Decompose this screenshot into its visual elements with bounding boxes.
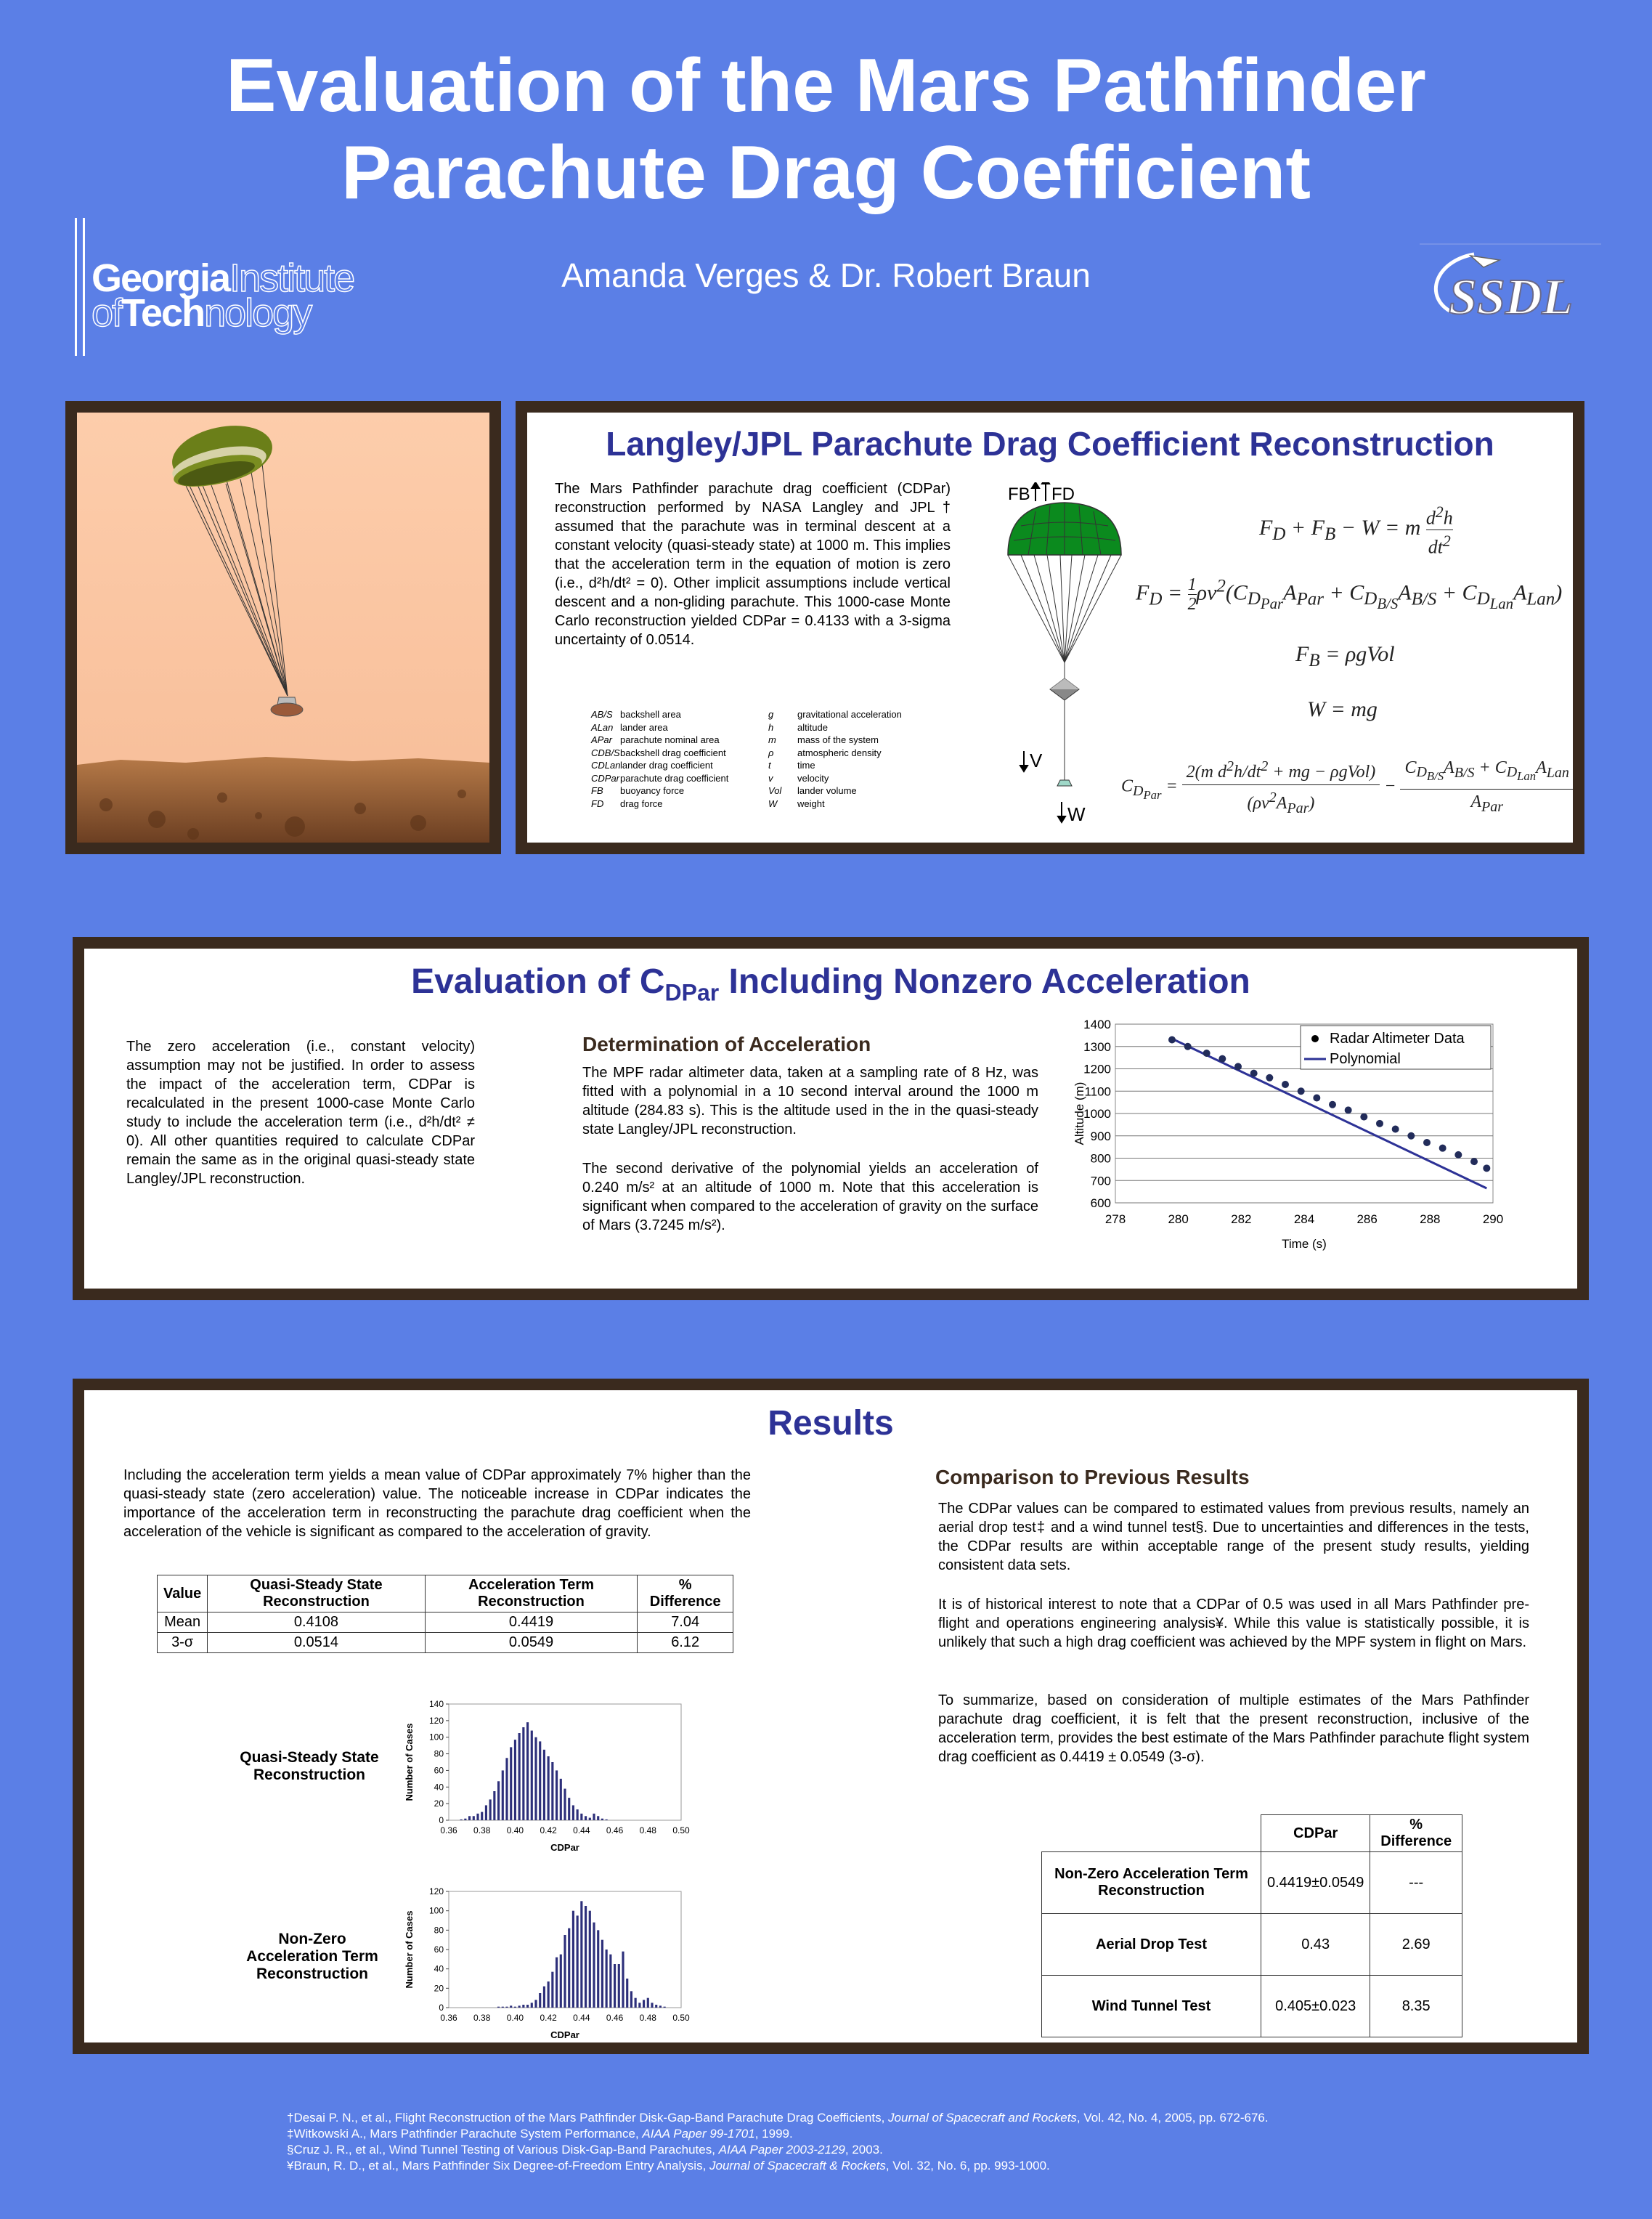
compare-subhead: Comparison to Previous Results xyxy=(935,1466,1250,1488)
hist-x-axis-label: CDPar xyxy=(550,1842,579,1853)
compare-paragraph-3: To summarize, based on consideration of multiple estimates of the Mars Pathfinder parachute drag coefficient, it is felt that the present reconstruction, inclusive of the acceleration term, provides the best estimate of the Mars Pathfinder parachute flight system drag coefficient as 0.4419 ± 0.0549 (3-σ). xyxy=(938,1692,1529,1765)
radar-point xyxy=(1470,1158,1478,1165)
table-cell: Non-Zero Acceleration Term Reconstruction xyxy=(1042,1852,1261,1914)
x-axis-label: Time (s) xyxy=(1282,1237,1327,1251)
hist-x-tick-label: 0.42 xyxy=(540,1825,557,1835)
abbrev-left-desc: backshell drag coefficient xyxy=(620,747,726,758)
hist-bar xyxy=(593,1923,595,2008)
compare-paragraph-1: The CDPar values can be compared to estimated values from previous results, namely an aerial drop test‡ and a wind tunnel test§. Due to uncertainties and differences in the tests, the CDPar results are within acceptable range of the present study results, yielding consistent data sets. xyxy=(938,1501,1529,1573)
references xyxy=(287,2110,1269,2174)
hist-bar xyxy=(572,1805,574,1820)
georgia-tech-logo xyxy=(71,218,362,356)
hist-bar xyxy=(580,1814,582,1820)
hist-bar xyxy=(635,1998,637,2008)
authors: Amanda Verges & Dr. Robert Braun xyxy=(561,256,1091,294)
radar-point xyxy=(1218,1055,1226,1063)
abbrev-left-symbol: ALan xyxy=(591,721,614,733)
hist-bar xyxy=(651,2003,653,2008)
radar-point xyxy=(1184,1043,1192,1050)
abbrev-left-item xyxy=(591,734,728,747)
table-row xyxy=(1042,1976,1462,2037)
hist-bar xyxy=(497,2007,500,2008)
table-header-row xyxy=(158,1575,733,1612)
radar-point xyxy=(1360,1113,1367,1121)
x-tick-label: 278 xyxy=(1104,1212,1126,1226)
table-cell: 0.4108 xyxy=(208,1612,425,1633)
abbrev-left-symbol: FB xyxy=(591,785,603,796)
abbrev-right-desc: gravitational acceleration xyxy=(797,709,902,720)
hist-x-axis-label: CDPar xyxy=(550,2029,579,2040)
table-cell: 0.4419±0.0549 xyxy=(1261,1852,1370,1914)
y-tick-label: 700 xyxy=(1090,1174,1111,1188)
hist-bar xyxy=(580,1901,582,2008)
abbrev-left-symbol: CDLan xyxy=(591,760,621,771)
hist-x-tick-label: 0.38 xyxy=(473,1825,491,1835)
accel-mid-text-1: The MPF radar altimeter data, taken at a sampling rate of 8 Hz, was fitted with a polynomial in a 10 second interval around the 1000 m altitude (284.83 s). This is the altitude used in the in the quasi-steady state Langley/JPL reconstruction. xyxy=(582,1065,1038,1137)
abbrev-right-item xyxy=(768,721,902,734)
abbrev-right-symbol: v xyxy=(768,772,773,784)
hist1-label: Quasi-Steady State Reconstruction xyxy=(240,1749,379,1783)
hist-y-tick-label: 40 xyxy=(434,1782,444,1793)
hist-x-tick-label: 0.50 xyxy=(672,1825,690,1835)
abbrev-right-symbol: h xyxy=(768,721,774,733)
table-header-cell: Quasi-Steady State Reconstruction xyxy=(208,1575,425,1612)
abbrev-col-right xyxy=(768,708,902,810)
hist-bar xyxy=(548,1981,550,2008)
hist-bar xyxy=(539,1741,541,1820)
hist-bar xyxy=(522,1727,524,1820)
langley-paragraph: The Mars Pathfinder parachute drag coefficient (CDPar) reconstruction performed by NASA Langley and JPL† assumed that the parachute was in terminal descent at a constant velocity (quasi-steady state) at 1000 m. This implies that the acceleration term in the equation of motion is zero (i.e., d²h/dt² = 0). Other implicit assumptions include vertical descent and a non-gliding parachute. This 1000-case Monte Carlo reconstruction yielded CDPar = 0.4133 with a 3-sigma uncertainty of 0.0514. xyxy=(555,481,951,648)
abbrev-right-item xyxy=(768,798,902,811)
radar-point xyxy=(1250,1070,1258,1077)
abbrev-right-symbol: m xyxy=(768,734,776,745)
hist-bar xyxy=(502,1770,504,1820)
fb-label: FB xyxy=(1008,484,1030,504)
poster-title xyxy=(0,42,1652,216)
hist-bar xyxy=(551,1762,553,1820)
hist-bar xyxy=(597,1930,599,2008)
hist-bar xyxy=(514,1740,516,1820)
abbrev-left-item xyxy=(591,708,728,721)
radar-point xyxy=(1407,1132,1415,1140)
histogram-nonzero xyxy=(396,1883,760,2042)
title-line-1: Evaluation of the Mars Pathfinder xyxy=(226,44,1426,128)
accel-subhead: Determination of Acceleration xyxy=(582,1033,871,1055)
hist-bar xyxy=(481,1812,483,1820)
hist-x-tick-label: 0.36 xyxy=(440,1825,457,1835)
hist-bar xyxy=(606,1950,608,2008)
abbrev-right-symbol: Vol xyxy=(768,785,782,796)
radar-point xyxy=(1266,1074,1273,1082)
radar-point xyxy=(1298,1087,1305,1095)
abbrev-left-symbol: CDPar xyxy=(591,772,620,784)
table-row xyxy=(1042,1852,1462,1914)
hist-bar xyxy=(638,2003,640,2008)
hist-y-axis-label: Number of Cases xyxy=(404,1723,415,1801)
abbrev-left-desc: parachute nominal area xyxy=(620,734,720,745)
abbrev-right-desc: altitude xyxy=(797,721,828,733)
x-tick-label: 282 xyxy=(1231,1212,1252,1226)
x-tick-label: 288 xyxy=(1420,1212,1441,1226)
radar-point xyxy=(1454,1151,1462,1159)
legend-marker-radar xyxy=(1311,1035,1319,1042)
hist2-label: Non-Zero Acceleration Term Reconstruction xyxy=(246,1931,378,1982)
table-header-cell: Acceleration Term Reconstruction xyxy=(425,1575,638,1612)
abbrev-right-desc: weight xyxy=(797,798,825,809)
hist-bar xyxy=(589,1911,591,2008)
abbrev-right-desc: mass of the system xyxy=(797,734,879,745)
hist-bar xyxy=(522,2005,524,2008)
accel-title-main: Evaluation of C xyxy=(411,962,665,1001)
abbrev-right-item xyxy=(768,772,902,785)
results-table xyxy=(157,1575,733,1653)
table-cell: 8.35 xyxy=(1370,1976,1462,2037)
table-cell: 3-σ xyxy=(158,1633,208,1653)
hist-bar xyxy=(577,1809,579,1820)
hist-x-tick-label: 0.44 xyxy=(573,1825,590,1835)
radar-point xyxy=(1423,1139,1431,1146)
hist-bar xyxy=(626,1979,628,2008)
table-cell: 0.405±0.023 xyxy=(1261,1976,1370,2037)
hist-bar xyxy=(485,1805,487,1820)
logo-of: of xyxy=(91,291,122,335)
v-label: V xyxy=(1030,750,1043,771)
hist-bar xyxy=(568,1798,570,1820)
hist-bar xyxy=(601,1940,603,2008)
abbrev-right-desc: atmospheric density xyxy=(797,747,882,758)
hist-x-tick-label: 0.38 xyxy=(473,2013,491,2023)
table-cell: Wind Tunnel Test xyxy=(1042,1976,1261,2037)
hist-y-tick-label: 120 xyxy=(428,1886,444,1897)
hist-bar xyxy=(568,1928,570,2008)
accel-left-text: The zero acceleration (i.e., constant velocity) assumption may not be justified. In order to assess the impact of the acceleration term, CDPar is recalculated in the present 1000-case Monte Carlo study to include the acceleration term (i.e., d²h/dt² ≠ 0). All other quantities required to calculate CDPar remain the same as in the original quasi-steady state Langley/JPL reconstruction. xyxy=(126,1039,475,1187)
hist-bar xyxy=(556,1770,558,1820)
hist-bar xyxy=(577,1915,579,2008)
hist-x-tick-label: 0.44 xyxy=(573,2013,590,2023)
hist-bar xyxy=(514,2007,516,2008)
mars-image-panel xyxy=(65,401,501,854)
logo-georgia: Georgia xyxy=(91,256,230,300)
abbrev-right-symbol: t xyxy=(768,760,771,771)
hist-bar xyxy=(534,2000,537,2008)
radar-point xyxy=(1392,1126,1399,1133)
hist-y-tick-label: 80 xyxy=(434,1748,444,1759)
abbrev-left-item xyxy=(591,798,728,811)
force-diagram xyxy=(999,482,1130,824)
y-tick-label: 800 xyxy=(1090,1151,1111,1166)
hist-bar xyxy=(597,1816,599,1820)
accel-title-sub: DPar xyxy=(664,979,720,1006)
hist-y-tick-label: 60 xyxy=(434,1765,444,1776)
hist-bar xyxy=(476,1814,479,1820)
abbrev-right-desc: velocity xyxy=(797,772,829,784)
hist-bar xyxy=(589,1818,591,1820)
table-row xyxy=(158,1633,733,1653)
hist-bar xyxy=(647,1998,649,2008)
hist-bar xyxy=(518,2005,521,2008)
acceleration-panel-body xyxy=(84,949,1577,1289)
abbrev-left-item xyxy=(591,772,728,785)
table-header-cell: CDPar xyxy=(1261,1815,1370,1852)
radar-point xyxy=(1234,1063,1242,1070)
table-cell: 0.43 xyxy=(1261,1914,1370,1976)
hist-x-tick-label: 0.40 xyxy=(506,2013,524,2023)
hist-x-tick-label: 0.48 xyxy=(639,2013,656,2023)
logo-institute: Institute xyxy=(229,256,354,300)
hist-bar xyxy=(560,1955,562,2008)
acceleration-panel xyxy=(73,937,1589,1300)
reference-item: ¥Braun, R. D., et al., Mars Pathfinder Six Degree-of-Freedom Entry Analysis, Journal of Spacecraft & Rockets, Vol. 32, No. 6, pp. 993-1000. xyxy=(287,2159,1050,2173)
hist-bar xyxy=(622,1952,624,2008)
ssdl-logo xyxy=(1420,240,1601,334)
hist-bar xyxy=(585,1906,587,2008)
hist-bar xyxy=(534,1737,537,1820)
table-row xyxy=(1042,1914,1462,1976)
abbrev-right-desc: time xyxy=(797,760,815,771)
hist-bar xyxy=(510,1747,512,1820)
abbrev-left-symbol: FD xyxy=(591,798,604,809)
x-tick-label: 290 xyxy=(1482,1212,1504,1226)
equation-1: $F_D + F_B - W = m$ $\frac{d^2h}{dt^2}$ xyxy=(1259,501,1453,558)
y-axis-label: Altitude (m) xyxy=(1073,1082,1086,1145)
table-header-cell: Value xyxy=(158,1575,208,1612)
results-panel xyxy=(73,1379,1589,2054)
hist-bar xyxy=(489,1799,492,1820)
hist-y-tick-label: 20 xyxy=(434,1798,444,1809)
radar-point xyxy=(1329,1101,1336,1108)
accel-mid-text-2: The second derivative of the polynomial yields an acceleration of 0.240 m/s² at an altitude of 1000 m. Note that this acceleration is significant when compared to the acceleration of gravity on the surface of Mars (3.7245 m/s²). xyxy=(582,1161,1038,1233)
abbrev-left-desc: buoyancy force xyxy=(620,785,685,796)
abbrev-right-symbol: ρ xyxy=(768,747,774,758)
hist-bar xyxy=(539,1993,541,2008)
x-tick-label: 284 xyxy=(1293,1212,1315,1226)
hist-bar xyxy=(510,2005,512,2008)
abbrev-left-symbol: CDB/S xyxy=(591,747,620,758)
hist-bar xyxy=(614,1964,616,2008)
radar-point xyxy=(1376,1120,1383,1127)
hist-bar xyxy=(531,2003,533,2008)
hist-bar xyxy=(609,1955,611,2008)
hist-bar xyxy=(505,1758,508,1820)
results-title: Results xyxy=(768,1404,894,1443)
radar-point xyxy=(1168,1037,1176,1044)
hist-bar xyxy=(556,1958,558,2008)
accel-title xyxy=(84,962,1577,1007)
hist-bar xyxy=(563,1789,566,1820)
histogram-quasi-steady xyxy=(396,1695,760,1873)
hist-bar xyxy=(563,1935,566,2008)
hist-bar xyxy=(548,1756,550,1820)
hist-bar xyxy=(505,2007,508,2008)
eq1-lhs: $F_D + F_B - W = m$ xyxy=(1259,516,1421,545)
hist-y-tick-label: 20 xyxy=(434,1983,444,1994)
y-tick-label: 1000 xyxy=(1083,1107,1111,1121)
table-cell: Aerial Drop Test xyxy=(1042,1914,1261,1976)
langley-panel-body xyxy=(527,413,1573,843)
hist-x-tick-label: 0.40 xyxy=(506,1825,524,1835)
abbrev-right-item xyxy=(768,759,902,772)
x-tick-label: 286 xyxy=(1356,1212,1378,1226)
abbrev-right-item xyxy=(768,734,902,747)
radar-point xyxy=(1345,1106,1352,1113)
hist-bar xyxy=(497,1781,500,1820)
langley-panel xyxy=(516,401,1584,854)
abbrev-right-item xyxy=(768,708,902,721)
results-intro: Including the acceleration term yields a mean value of CDPar approximately 7% higher than the quasi-steady state (zero acceleration) value. The noticeable increase in CDPar indicates the importance of the acceleration term in reconstructing the parachute drag coefficient when the acceleration of the vehicle is significant as compared to the acceleration of gravity. xyxy=(123,1467,751,1540)
title-line-2: Parachute Drag Coefficient xyxy=(341,131,1311,215)
abbrev-right-symbol: W xyxy=(768,798,778,809)
table-cell: 2.69 xyxy=(1370,1914,1462,1976)
hist-x-tick-label: 0.46 xyxy=(606,2013,624,2023)
abbrev-right-item xyxy=(768,747,902,760)
hist-y-tick-label: 60 xyxy=(434,1944,444,1955)
hist-y-tick-label: 40 xyxy=(434,1963,444,1974)
radar-point xyxy=(1203,1050,1210,1057)
abbrev-right-symbol: g xyxy=(768,709,774,720)
abbrev-col-left xyxy=(591,708,728,810)
radar-point xyxy=(1483,1164,1490,1172)
hist-x-tick-label: 0.46 xyxy=(606,1825,624,1835)
table-cell: 7.04 xyxy=(638,1612,733,1633)
table-cell: 6.12 xyxy=(638,1633,733,1653)
hist-bar xyxy=(618,1964,620,2008)
table-header-cell: % Difference xyxy=(1370,1815,1462,1852)
legend-label-poly: Polynomial xyxy=(1330,1051,1401,1067)
hist-bar xyxy=(560,1779,562,1820)
abbrev-left-item xyxy=(591,747,728,760)
chart-legend xyxy=(1301,1026,1491,1069)
hist-bar xyxy=(664,2007,666,2008)
hist-x-tick-label: 0.36 xyxy=(440,2013,457,2023)
abbrev-right-desc: lander volume xyxy=(797,785,857,796)
accel-title-rest: Including Nonzero Acceleration xyxy=(719,962,1250,1001)
hist-bar xyxy=(543,1987,545,2008)
reference-item: ‡Witkowski A., Mars Pathfinder Parachute System Performance, AIAA Paper 99-1701, 1999. xyxy=(287,2127,793,2141)
table-cell: --- xyxy=(1370,1852,1462,1914)
hist-bar xyxy=(643,2000,645,2008)
abbrev-left-desc: backshell area xyxy=(620,709,681,720)
y-tick-label: 1300 xyxy=(1083,1039,1111,1054)
comparison-table xyxy=(1041,1814,1462,2037)
reference-item: §Cruz J. R., et al., Wind Tunnel Testing of Various Disk-Gap-Band Parachutes, AIAA Paper 2003-2129, 2003. xyxy=(287,2143,883,2157)
hist-bar xyxy=(464,1819,466,1820)
langley-title: Langley/JPL Parachute Drag Coefficient Reconstruction xyxy=(606,425,1494,463)
hist-x-tick-label: 0.50 xyxy=(672,2013,690,2023)
abbrev-left-symbol: AB/S xyxy=(591,709,613,720)
fd-label: FD xyxy=(1051,484,1075,504)
hist-y-tick-label: 100 xyxy=(428,1732,444,1743)
equation-4: W = mg xyxy=(1307,697,1378,721)
y-tick-label: 900 xyxy=(1090,1129,1111,1143)
x-tick-label: 280 xyxy=(1168,1212,1189,1226)
spire-icon xyxy=(75,218,85,356)
abbrev-left-desc: parachute drag coefficient xyxy=(620,772,729,784)
logo-tech: Tech xyxy=(121,291,205,335)
abbrev-left-item xyxy=(591,759,728,772)
hist-y-tick-label: 140 xyxy=(428,1699,444,1709)
abbrev-left-item xyxy=(591,784,728,798)
hist-y-tick-label: 0 xyxy=(439,1815,444,1825)
radar-point xyxy=(1282,1081,1289,1088)
y-tick-label: 600 xyxy=(1090,1196,1111,1210)
legend-label-radar: Radar Altimeter Data xyxy=(1330,1031,1465,1047)
table-cell: 0.4419 xyxy=(425,1612,638,1633)
hist-bar xyxy=(630,1991,632,2008)
table-cell: Mean xyxy=(158,1612,208,1633)
logo-nology: nology xyxy=(204,291,312,335)
altitude-chart xyxy=(1072,1017,1507,1278)
hist-bar xyxy=(518,1733,521,1820)
hist-bar xyxy=(585,1816,587,1820)
table-header-cell xyxy=(1042,1815,1261,1852)
hist-y-tick-label: 100 xyxy=(428,1905,444,1916)
hist-y-axis-label: Number of Cases xyxy=(404,1910,415,1989)
hist-y-tick-label: 120 xyxy=(428,1715,444,1726)
hist-x-tick-label: 0.48 xyxy=(639,1825,656,1835)
abbrev-right-item xyxy=(768,784,902,798)
hist-y-tick-label: 0 xyxy=(439,2003,444,2013)
table-cell: 0.0514 xyxy=(208,1633,425,1653)
y-tick-label: 1200 xyxy=(1083,1062,1111,1076)
table-cell: 0.0549 xyxy=(425,1633,638,1653)
hist-bar xyxy=(543,1750,545,1820)
w-label: W xyxy=(1067,803,1086,824)
results-panel-body xyxy=(84,1390,1577,2042)
ssdl-text: SSDL xyxy=(1449,269,1574,325)
table-row xyxy=(158,1612,733,1633)
hist-bar xyxy=(526,2005,529,2008)
hist-bar xyxy=(531,1731,533,1820)
y-tick-label: 1100 xyxy=(1084,1084,1111,1099)
hist-bar xyxy=(502,2007,504,2008)
abbrev-left-symbol: APar xyxy=(591,734,612,745)
hist-bar xyxy=(473,1816,475,1820)
abbrev-left-desc: lander area xyxy=(620,721,668,733)
hist-bar xyxy=(572,1911,574,2008)
abbrev-left-desc: drag force xyxy=(620,798,663,809)
mars-parachute-image xyxy=(77,413,489,843)
radar-point xyxy=(1439,1145,1446,1152)
table-header-cell: % Difference xyxy=(638,1575,733,1612)
abbrev-left-desc: lander drag coefficient xyxy=(620,760,713,771)
hist-bar xyxy=(601,1819,603,1820)
equation-5: $C_{D_{Par}}$ = 2(m $d^2h/dt^2$ + mg − ρgVol) $(\rho v^2A_{Par})$ − $C_{D_{B/S}}A_{B/S} + C_{D_{Lan}}A_{Lan}$ $A_{Par}$ xyxy=(1121,754,1573,821)
abbrev-left-item xyxy=(591,721,728,734)
hist-bar xyxy=(659,2005,662,2008)
hist-x-tick-label: 0.42 xyxy=(540,2013,557,2023)
table-header-row xyxy=(1042,1815,1462,1852)
hist-bar xyxy=(551,1972,553,2008)
equation-2: $F_D$ = $\frac{1}{2}$ $\rho v^2(C_{D_{Par}}A_{Par} + C_{D_{B/S}}A_{B/S} + C_{D_{Lan}}A_{Lan})$ xyxy=(1136,575,1563,614)
radar-point xyxy=(1313,1094,1320,1101)
abbreviation-list xyxy=(591,708,918,814)
hist-bar xyxy=(655,2005,657,2008)
hist-bar xyxy=(593,1814,595,1820)
reference-item: †Desai P. N., et al., Flight Reconstruction of the Mars Pathfinder Disk-Gap-Band Parachute Drag Coefficients, Journal of Spacecraft and Rockets, Vol. 42, No. 4, 2005, pp. 672-676. xyxy=(287,2111,1269,2125)
compare-paragraph-2: It is of historical interest to note that a CDPar of 0.5 was used in all Mars Pathfinder pre-flight and operations engineering analysis¥. While this value is statistically possible, it is unlikely that such a high drag coefficient was achieved by the MPF system in flight on Mars. xyxy=(938,1597,1529,1650)
y-tick-label: 1400 xyxy=(1083,1018,1111,1031)
hist-bar xyxy=(468,1816,471,1820)
hist-bar xyxy=(526,1722,529,1820)
hist-bar xyxy=(493,1791,495,1820)
equation-3: $F_B$ = ρgVol xyxy=(1295,642,1395,670)
hist-y-tick-label: 80 xyxy=(434,1925,444,1936)
parachute-illustration xyxy=(77,413,489,843)
